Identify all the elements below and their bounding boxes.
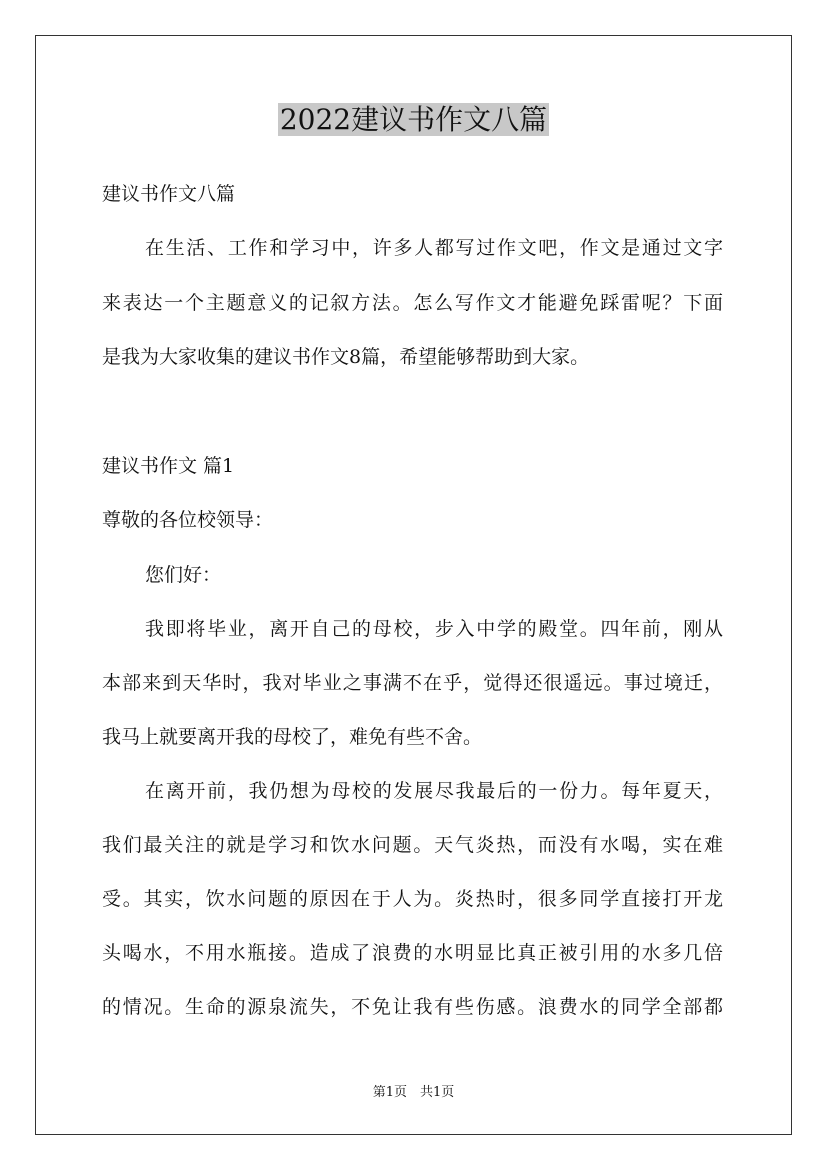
document-title-text: 2022建议书作文八篇 — [279, 103, 548, 136]
paragraph-2-line-2: 我们最关注的就是学习和饮水问题。天气炎热，而没有水喝，实在难 — [102, 834, 723, 856]
salutation: 尊敬的各位校领导： — [102, 509, 274, 531]
intro-line-3: 是我为大家收集的建议书作文8篇，希望能够帮助到大家。 — [102, 346, 590, 368]
paragraph-2-line-4: 头喝水，不用水瓶接。造成了浪费的水明显比真正被引用的水多几倍 — [102, 942, 723, 964]
paragraph-2-line-1: 在离开前，我仍想为母校的发展尽我最后的一份力。每年夏天， — [145, 780, 723, 802]
paragraph-1-line-2: 本部来到天华时，我对毕业之事满不在乎，觉得还很遥远。事过境迁， — [102, 672, 723, 694]
section-heading: 建议书作文 篇1 — [102, 455, 235, 477]
document-title — [0, 100, 827, 140]
page-footer: 第1页 共1页 — [372, 1085, 455, 1100]
intro-line-2: 来表达一个主题意义的记叙方法。怎么写作文才能避免踩雷呢？下面 — [102, 292, 723, 314]
paragraph-1-line-1: 我即将毕业，离开自己的母校，步入中学的殿堂。四年前，刚从 — [145, 618, 723, 640]
greeting: 您们好： — [145, 564, 222, 586]
paragraph-1-line-3: 我马上就要离开我的母校了，难免有些不舍。 — [102, 726, 483, 748]
intro-line-1: 在生活、工作和学习中，许多人都写过作文吧，作文是通过文字 — [145, 237, 723, 259]
document-subtitle: 建议书作文八篇 — [102, 183, 236, 205]
paragraph-2-line-5: 的情况。生命的源泉流失，不免让我有些伤感。浪费水的同学全部都 — [102, 996, 723, 1018]
paragraph-2-line-3: 受。其实，饮水问题的原因在于人为。炎热时，很多同学直接打开龙 — [102, 888, 723, 910]
